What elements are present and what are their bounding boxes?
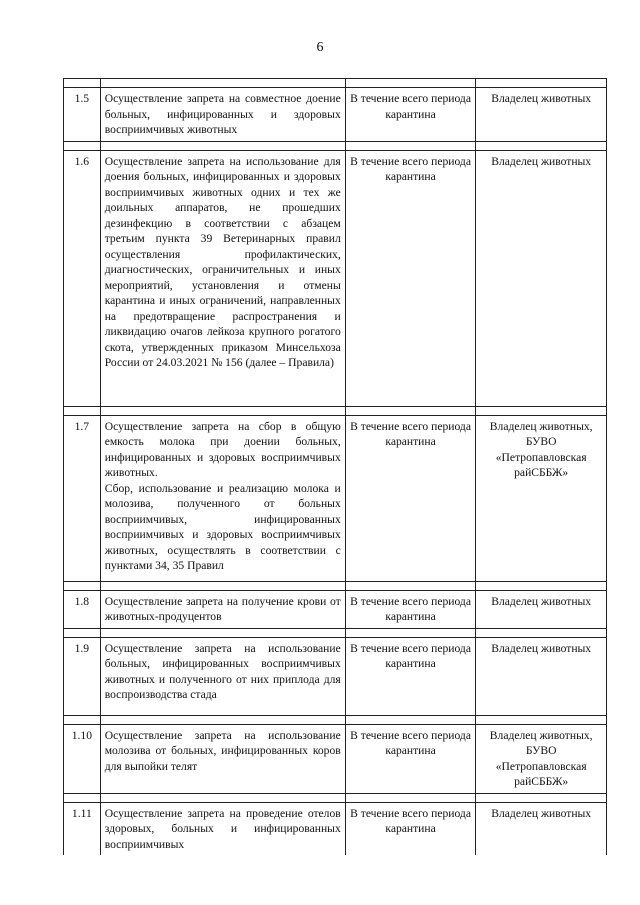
measure-text: Осуществление запрета на проведение отелов здоровых, больных и инфицированных восприимчивых: [104, 806, 341, 851]
measure-text: Осуществление запрета на использование молозива от больных, инфицированных коров для выпойки телят: [104, 728, 341, 773]
measures-table: [63, 78, 607, 855]
term-text: В течение всего периода карантина: [345, 150, 476, 406]
row-number: 1.11: [64, 802, 101, 855]
responsible-text: Владелец животных: [491, 641, 592, 655]
term-text: В течение всего периода карантина: [345, 637, 476, 715]
term-text: В течение всего периода карантина: [345, 724, 476, 793]
page-number: 6: [316, 40, 324, 55]
responsible-text: Владелец животных: [491, 806, 592, 820]
responsible-text: Владелец животных, БУВО «Петропавловская райСББЖ»: [489, 728, 593, 788]
term-text: В течение всего периода карантина: [345, 415, 476, 581]
table-header-row: [64, 79, 607, 88]
measure-text: Осуществление запрета на получение крови от животных-продуцентов: [104, 594, 341, 623]
table-row: [64, 802, 607, 855]
measure-text: Осуществление запрета на использование больных, инфицированных восприимчивых животных и полученного от них приплода для воспроизводства стада: [104, 641, 341, 701]
row-number: 1.5: [64, 88, 101, 142]
row-number: 1.7: [64, 415, 101, 581]
responsible-text: Владелец животных, БУВО «Петропавловская райСББЖ»: [489, 419, 593, 479]
responsible-text: Владелец животных: [491, 154, 592, 168]
measure-text: Осуществление запрета на использование для доения больных, инфицированных и здоровых восприимчивых животных одних и тех же доильных аппаратов, не прошедших дезинфекцию в соответствии с абзацем третьим пункта 39 Ветеринарных правил осуществления профилактических, диагностических, ограничительных и иных мероприятий, установления и отмены карантина и иных ограничений, направленных на предотвращение распространения и ликвидацию очагов лейкоза крупного рогатого скота, утвержденных приказом Минсельхоза России от 24.03.2021 № 156 (далее – Правила): [104, 154, 341, 369]
row-number: 1.10: [64, 724, 101, 793]
term-text: В течение всего периода карантина: [345, 88, 476, 142]
term-text: В течение всего периода карантина: [345, 590, 476, 628]
measure-text: Осуществление запрета на сбор в общую емкость молока при доении больных, инфицированных и здоровых восприимчивых животных. Сбор, использование и реализацию молока и молозива, полученного от больных восприимчивых, инфицированных восприимчивых и здоровых восприимчивых животных, осуществлять в соответствии с пунктами 34, 35 Правил: [104, 419, 341, 572]
row-number: 1.9: [64, 637, 101, 715]
term-text: В течение всего периода карантина: [345, 802, 476, 855]
measure-text: Осуществление запрета на совместное доение больных, инфицированных и здоровых восприимчивых животных: [104, 92, 341, 136]
table-row: [64, 724, 607, 793]
table-row: [64, 150, 607, 406]
table-row: [64, 637, 607, 715]
row-number: 1.8: [64, 590, 101, 628]
row-number: 1.6: [64, 150, 101, 406]
table-row: [64, 590, 607, 628]
table-row: [64, 88, 607, 142]
table-row: [64, 415, 607, 581]
responsible-text: Владелец животных: [491, 92, 592, 105]
responsible-text: Владелец животных: [491, 594, 592, 608]
